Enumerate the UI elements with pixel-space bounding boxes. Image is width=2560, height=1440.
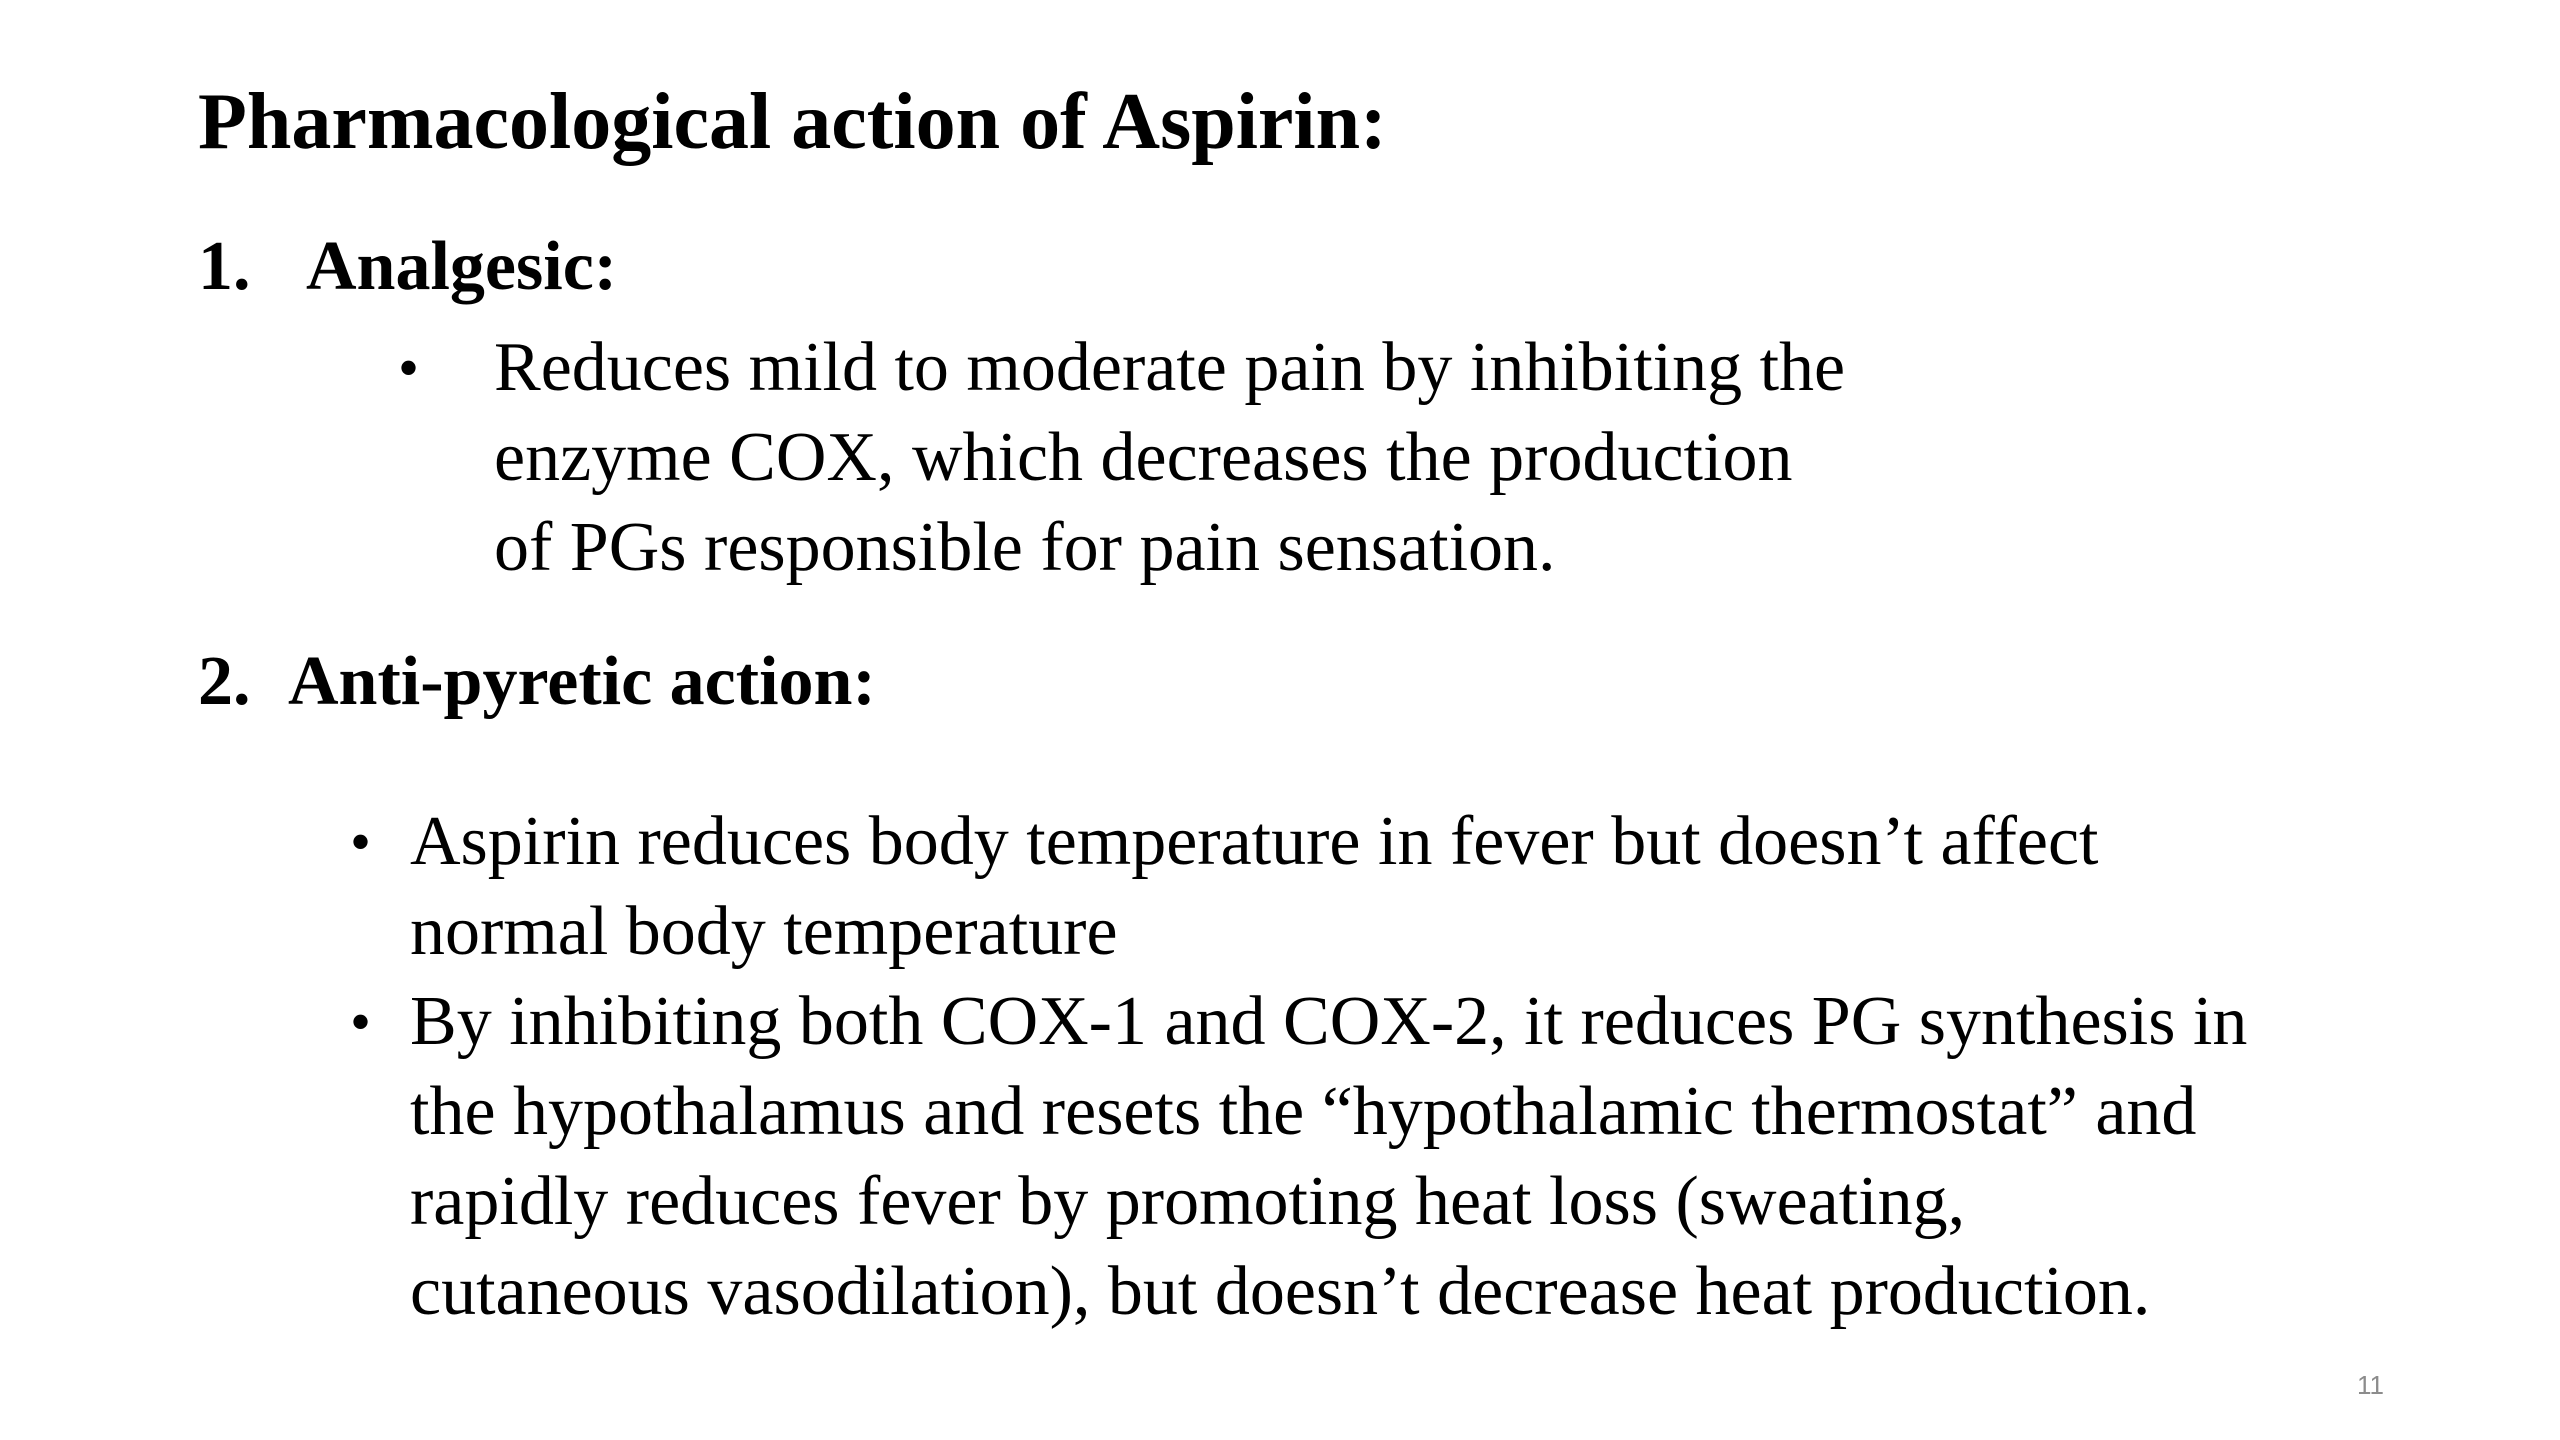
bullet-item <box>350 797 2099 977</box>
bullet-line: enzyme COX, which decreases the production <box>494 419 1793 496</box>
bullet-item <box>398 323 1846 593</box>
bullet-line: of PGs responsible for pain sensation. <box>494 509 1556 586</box>
page-number: 11 <box>2357 1370 2384 1400</box>
section-heading-anti-pyretic <box>198 637 876 727</box>
bullet-line: Reduces mild to moderate pain by inhibiting the <box>494 329 1846 406</box>
bullet-line: Aspirin reduces body temperature in fever but doesn’t affect <box>410 803 2099 880</box>
section-number: 1. <box>198 228 251 305</box>
bullet-line: rapidly reduces fever by promoting heat loss (sweating, <box>410 1163 1966 1240</box>
slide-title: Pharmacological action of Aspirin: <box>198 78 1387 166</box>
bullet-line: By inhibiting both COX-1 and COX-2, it reduces PG synthesis in <box>410 983 2248 1060</box>
section-heading-analgesic <box>198 222 617 312</box>
bullet-line: cutaneous vasodilation), but doesn’t decrease heat production. <box>410 1253 2151 1330</box>
section-number: 2. <box>198 643 251 720</box>
bullet-item <box>350 977 2248 1337</box>
bullet-dot: • <box>350 989 372 1055</box>
bullet-line: the hypothalamus and resets the “hypothalamic thermostat” and <box>410 1073 2197 1150</box>
bullet-dot: • <box>398 335 420 401</box>
section-heading-text: Analgesic: <box>306 228 618 305</box>
bullet-dot: • <box>350 809 372 875</box>
section-heading-text: Anti-pyretic action: <box>288 643 876 720</box>
bullet-line: normal body temperature <box>410 893 1118 970</box>
